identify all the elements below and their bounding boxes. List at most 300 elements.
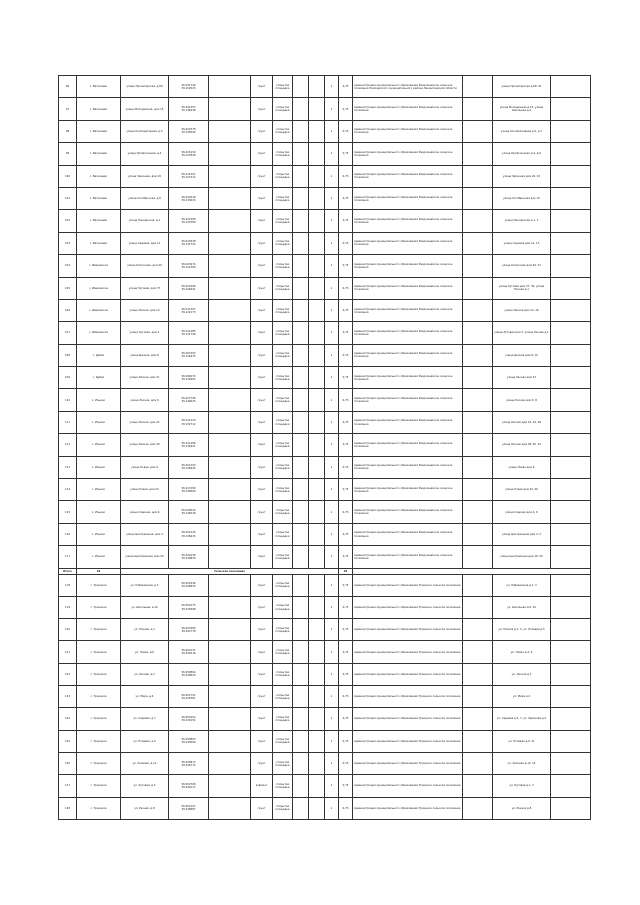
cell-empty xyxy=(463,708,493,730)
cell-containers: 1 xyxy=(325,299,339,321)
cell-address: ул. Мира, д.4 xyxy=(121,686,169,708)
cell-coordinates: 56.011229 39.132712 xyxy=(169,411,209,433)
table-body-section-a xyxy=(59,76,591,569)
table-row xyxy=(59,501,591,523)
cell-empty xyxy=(551,165,591,187)
cell-base: открытая площадка xyxy=(273,546,293,568)
cell-coordinates: 56.023474 39.121390 xyxy=(169,255,209,277)
cell-containers: 1 xyxy=(325,641,339,663)
cell-empty xyxy=(463,165,493,187)
cell-coordinates: 56.053480 39.241778 xyxy=(169,619,209,641)
cell-volume: 0,75 xyxy=(339,546,353,568)
cell-owner: Администрация муниципального образования Троицкое сельское поселение xyxy=(353,641,463,663)
cell-number: 125 xyxy=(59,730,77,752)
cell-volume: 0,75 xyxy=(339,98,353,120)
cell-settlement: с. Ивановское xyxy=(77,277,121,299)
cell-empty xyxy=(551,797,591,819)
cell-containers: 1 xyxy=(325,596,339,618)
cell-address: ул. Полевая, д.9 xyxy=(121,730,169,752)
cell-owner: Администрация муниципального образования Раздольевское сельское поселение xyxy=(353,389,463,411)
cell-objects: улица Лесная дом 6, 8 xyxy=(493,389,551,411)
cell-number: 111 xyxy=(59,411,77,433)
table-row xyxy=(59,255,591,277)
cell-coordinates: 56.050864 39.238643 xyxy=(169,663,209,685)
cell-objects: ул. Садовая д.5, 7, ул. Заречная д.3 xyxy=(493,708,551,730)
cell-number: 114 xyxy=(59,479,77,501)
cell-owner: Администрация муниципального образования Раздольевское сельское поселение xyxy=(353,523,463,545)
cell-surface: грунт xyxy=(251,299,273,321)
summary-count: 22 xyxy=(77,568,121,574)
cell-containers: 1 xyxy=(325,523,339,545)
cell-surface: грунт xyxy=(251,277,273,299)
cell-settlement: с. Ильино xyxy=(77,501,121,523)
cell-number: 122 xyxy=(59,663,77,685)
cell-empty xyxy=(463,277,493,299)
cell-containers: 1 xyxy=(325,165,339,187)
cell-number: 102 xyxy=(59,210,77,232)
cell-base: открытая площадка xyxy=(273,501,293,523)
cell-coordinates: 56.019338 39.131754 xyxy=(169,232,209,254)
cell-settlement: с. Васильево xyxy=(77,143,121,165)
cell-number: 115 xyxy=(59,501,77,523)
cell-objects: улица Центральная дом 18, 20 xyxy=(493,546,551,568)
cell-coordinates: 56.011408 39.127580 xyxy=(169,210,209,232)
cell-objects: улица Кооперативная д.5, д.7 xyxy=(493,120,551,142)
cell-empty xyxy=(463,210,493,232)
cell-base: открытая площадка xyxy=(273,434,293,456)
cell-empty xyxy=(293,120,309,142)
cell-base: открытая площадка xyxy=(273,596,293,618)
cell-address: улица Пионерская, д.1 xyxy=(121,210,169,232)
cell-volume: 0,75 xyxy=(339,523,353,545)
cell-objects: улица Пролетарская д.89, 91 xyxy=(493,76,551,98)
cell-empty xyxy=(463,255,493,277)
cell-empty xyxy=(463,232,493,254)
cell-empty xyxy=(309,752,325,774)
cell-base: открытая площадка xyxy=(273,663,293,685)
cell-empty xyxy=(293,76,309,98)
cell-number: 124 xyxy=(59,708,77,730)
cell-address: улица Кооперативная, д.5 xyxy=(121,120,169,142)
cell-empty xyxy=(551,546,591,568)
cell-volume: 0,75 xyxy=(339,344,353,366)
cell-volume: 0,75 xyxy=(339,641,353,663)
cell-surface: грунт xyxy=(251,389,273,411)
cell-empty xyxy=(551,277,591,299)
cell-empty xyxy=(309,76,325,98)
cell-base: открытая площадка xyxy=(273,299,293,321)
cell-number: 106 xyxy=(59,299,77,321)
cell-surface: грунт xyxy=(251,322,273,344)
cell-objects: ул. Новая д.4, 6 xyxy=(493,641,551,663)
cell-empty xyxy=(309,322,325,344)
cell-volume: 0,75 xyxy=(339,165,353,187)
cell-empty xyxy=(293,389,309,411)
summary-label: Итого xyxy=(59,568,77,574)
cell-volume: 0,75 xyxy=(339,76,353,98)
table-row xyxy=(59,434,591,456)
cell-coordinates: 56.051946 39.228935 xyxy=(169,574,209,596)
cell-address: ул. Школьная, д.10 xyxy=(121,596,169,618)
cell-volume: 0,75 xyxy=(339,120,353,142)
cell-base: открытая площадка xyxy=(273,232,293,254)
cell-volume: 0,75 xyxy=(339,775,353,797)
cell-empty xyxy=(463,76,493,98)
cell-empty xyxy=(293,344,309,366)
cell-surface: грунт xyxy=(251,456,273,478)
table-row xyxy=(59,797,591,819)
cell-empty xyxy=(209,501,251,523)
cell-coordinates: 56.021493 39.136945 xyxy=(169,456,209,478)
cell-surface: грунт xyxy=(251,501,273,523)
cell-address: улица Садовая, дом 11 xyxy=(121,232,169,254)
table-row xyxy=(59,277,591,299)
cell-empty xyxy=(309,344,325,366)
cell-empty xyxy=(309,277,325,299)
cell-volume: 0,75 xyxy=(339,686,353,708)
cell-containers: 1 xyxy=(325,708,339,730)
cell-settlement: с. Троицкое xyxy=(77,641,121,663)
table-row xyxy=(59,98,591,120)
cell-surface: грунт xyxy=(251,98,273,120)
cell-address: улица Центральная, дом 20 xyxy=(121,546,169,568)
cell-empty xyxy=(463,434,493,456)
cell-address: улица Заречная, дом 20 xyxy=(121,165,169,187)
cell-settlement: с. Васильево xyxy=(77,210,121,232)
cell-settlement: с. Васильево xyxy=(77,232,121,254)
cell-objects: ул. Школьная д.8, 10 xyxy=(493,596,551,618)
cell-empty xyxy=(293,546,309,568)
cell-empty xyxy=(309,143,325,165)
cell-containers: 1 xyxy=(325,686,339,708)
cell-number: 104 xyxy=(59,255,77,277)
cell-settlement: с. Троицкое xyxy=(77,686,121,708)
cell-coordinates: 56.027796 39.140025 xyxy=(169,389,209,411)
cell-volume: 0,75 xyxy=(339,255,353,277)
cell-volume: 0,75 xyxy=(339,187,353,209)
cell-coordinates: 56.011307 39.122173 xyxy=(169,299,209,321)
cell-empty xyxy=(309,596,325,618)
table-row xyxy=(59,322,591,344)
cell-containers: 1 xyxy=(325,752,339,774)
cell-surface: грунт xyxy=(251,523,273,545)
cell-empty xyxy=(551,686,591,708)
cell-empty xyxy=(293,98,309,120)
cell-empty xyxy=(551,619,591,641)
cell-empty xyxy=(309,411,325,433)
cell-containers: 1 xyxy=(325,479,339,501)
cell-empty xyxy=(209,120,251,142)
cell-number: 120 xyxy=(59,619,77,641)
cell-owner: Администрация муниципального образования Раздольевское сельское поселение xyxy=(353,143,463,165)
cell-number: 121 xyxy=(59,641,77,663)
cell-settlement: с. Ильино xyxy=(77,479,121,501)
cell-empty xyxy=(309,232,325,254)
cell-address: ул. Набережная, д.3 xyxy=(121,574,169,596)
table-row xyxy=(59,299,591,321)
cell-empty xyxy=(463,501,493,523)
table-row xyxy=(59,686,591,708)
cell-empty xyxy=(209,210,251,232)
cell-empty xyxy=(209,641,251,663)
cell-base: открытая площадка xyxy=(273,344,293,366)
cell-empty xyxy=(463,663,493,685)
cell-settlement: с. Васильево xyxy=(77,76,121,98)
cell-empty xyxy=(293,775,309,797)
cell-empty xyxy=(551,479,591,501)
cell-objects: улица Лесная дом 31 xyxy=(493,367,551,389)
cell-address: улица Лесная, дом 24 xyxy=(121,411,169,433)
cell-owner: Администрация муниципального образования Раздольевское сельское поселение xyxy=(353,255,463,277)
cell-empty xyxy=(209,797,251,819)
cell-empty xyxy=(463,730,493,752)
cell-coordinates: 56.007403 39.136475 xyxy=(169,344,209,366)
cell-containers: 1 xyxy=(325,322,339,344)
table-row xyxy=(59,708,591,730)
cell-empty xyxy=(293,143,309,165)
cell-surface: грунт xyxy=(251,255,273,277)
cell-surface: грунт xyxy=(251,187,273,209)
cell-number: 96 xyxy=(59,76,77,98)
cell-coordinates: 56.017480 39.138560 xyxy=(169,479,209,501)
cell-empty xyxy=(309,546,325,568)
cell-empty xyxy=(309,708,325,730)
table-row xyxy=(59,120,591,142)
cell-empty xyxy=(209,367,251,389)
cell-settlement: с. Ильино xyxy=(77,434,121,456)
cell-empty xyxy=(309,641,325,663)
cell-coordinates: 56.011251 39.127412 xyxy=(169,165,209,187)
cell-number: 116 xyxy=(59,523,77,545)
cell-empty xyxy=(551,708,591,730)
cell-number: 97 xyxy=(59,98,77,120)
cell-volume: 0,75 xyxy=(339,322,353,344)
cell-address: ул. Луговая, д.3 xyxy=(121,775,169,797)
cell-number: 126 xyxy=(59,752,77,774)
cell-containers: 1 xyxy=(325,434,339,456)
cell-empty xyxy=(209,277,251,299)
cell-objects: ул. Мира д.4 xyxy=(493,686,551,708)
cell-surface: грунт xyxy=(251,546,273,568)
cell-empty xyxy=(293,708,309,730)
cell-number: 117 xyxy=(59,546,77,568)
cell-containers: 1 xyxy=(325,546,339,568)
cell-empty xyxy=(551,456,591,478)
cell-base: открытая площадка xyxy=(273,255,293,277)
cell-objects: ул. Набережная д.1, 3 xyxy=(493,574,551,596)
table-row xyxy=(59,232,591,254)
cell-empty xyxy=(293,686,309,708)
cell-empty xyxy=(463,143,493,165)
cell-empty xyxy=(551,730,591,752)
cell-empty xyxy=(209,523,251,545)
cell-volume: 0,75 xyxy=(339,232,353,254)
cell-empty xyxy=(463,775,493,797)
cell-empty xyxy=(463,299,493,321)
cell-empty xyxy=(209,479,251,501)
cell-empty xyxy=(209,456,251,478)
cell-base: открытая площадка xyxy=(273,641,293,663)
cell-address: улица Октябрьская, д.8 xyxy=(121,187,169,209)
cell-empty xyxy=(209,686,251,708)
cell-empty xyxy=(293,255,309,277)
cell-coordinates: 56.021638 39.139830 xyxy=(169,546,209,568)
cell-empty xyxy=(551,210,591,232)
table-row xyxy=(59,187,591,209)
cell-empty xyxy=(209,730,251,752)
cell-settlement: с. Васильево xyxy=(77,120,121,142)
cell-owner: Администрация муниципального образования Раздольевское сельское поселение xyxy=(353,232,463,254)
cell-empty xyxy=(463,686,493,708)
cell-settlement: с. Троицкое xyxy=(77,708,121,730)
cell-empty xyxy=(309,98,325,120)
cell-base: открытая площадка xyxy=(273,210,293,232)
cell-containers: 1 xyxy=(325,411,339,433)
cell-volume: 0,75 xyxy=(339,574,353,596)
cell-surface: грунт xyxy=(251,641,273,663)
cell-surface: грунт xyxy=(251,619,273,641)
cell-surface: грунт xyxy=(251,367,273,389)
cell-empty xyxy=(551,367,591,389)
cell-volume: 0,75 xyxy=(339,797,353,819)
cell-number: 107 xyxy=(59,322,77,344)
cell-surface: грунт xyxy=(251,797,273,819)
cell-owner: Администрация муниципального образования Раздольевское сельское поселение xyxy=(353,367,463,389)
cell-empty xyxy=(209,775,251,797)
cell-settlement: с. Ивановское xyxy=(77,322,121,344)
cell-settlement: с. Васильево xyxy=(77,165,121,187)
cell-empty xyxy=(309,574,325,596)
cell-volume: 0,75 xyxy=(339,501,353,523)
cell-objects: улица Новая дом 24, 26 xyxy=(493,479,551,501)
cell-address: улица Луговая, дом 37 xyxy=(121,277,169,299)
cell-owner: Администрация муниципального образования Раздольевское сельское поселение xyxy=(353,456,463,478)
cell-surface: грунт xyxy=(251,120,273,142)
cell-objects: улица Лесная дом 14, 16 xyxy=(493,299,551,321)
cell-coordinates: 56.052231 39.240216 xyxy=(169,641,209,663)
cell-empty xyxy=(551,574,591,596)
cell-empty xyxy=(551,143,591,165)
cell-address: улица Новая, дом 24 xyxy=(121,479,169,501)
cell-address: улица Озерная, дом 6 xyxy=(121,501,169,523)
cell-objects: ул. Южная д.1, 3, ул. Полевая д.5 xyxy=(493,619,551,641)
cell-containers: 1 xyxy=(325,730,339,752)
cell-empty xyxy=(293,501,309,523)
cell-empty xyxy=(463,322,493,344)
cell-coordinates: 56.031353 39.136248 xyxy=(169,98,209,120)
cell-empty xyxy=(293,641,309,663)
cell-settlement: с. Дубки xyxy=(77,367,121,389)
cell-empty xyxy=(209,98,251,120)
cell-owner: Администрация муниципального образования Троицкое сельское поселение xyxy=(353,775,463,797)
cell-owner: Администрация муниципального образования Раздольевское сельское поселение xyxy=(353,546,463,568)
cell-empty xyxy=(209,255,251,277)
cell-owner: Администрация муниципального образования Раздольевское сельское поселение xyxy=(353,501,463,523)
cell-empty xyxy=(293,277,309,299)
cell-owner: Администрация муниципального образования Троицкое сельское поселение xyxy=(353,619,463,641)
cell-surface: грунт xyxy=(251,76,273,98)
cell-volume: 0,75 xyxy=(339,411,353,433)
cell-objects: улица Луговая дом 37, 39, улица Лесная д.1 xyxy=(493,277,551,299)
cell-number: 101 xyxy=(59,187,77,209)
cell-owner: Администрация муниципального образования Троицкое сельское поселение xyxy=(353,574,463,596)
cell-base: открытая площадка xyxy=(273,165,293,187)
cell-base: открытая площадка xyxy=(273,479,293,501)
cell-volume: 0,75 xyxy=(339,479,353,501)
cell-number: 128 xyxy=(59,797,77,819)
cell-base: открытая площадка xyxy=(273,619,293,641)
cell-surface: грунт xyxy=(251,165,273,187)
cell-base: открытая площадка xyxy=(273,120,293,142)
table-row xyxy=(59,389,591,411)
cell-owner: Администрация муниципального образования Троицкое сельское поселение xyxy=(353,797,463,819)
cell-number: 103 xyxy=(59,232,77,254)
cell-surface: грунт xyxy=(251,232,273,254)
cell-number: 112 xyxy=(59,434,77,456)
table-row xyxy=(59,210,591,232)
cell-settlement: с. Ильино xyxy=(77,523,121,545)
table-row xyxy=(59,367,591,389)
cell-settlement: с. Дубки xyxy=(77,344,121,366)
cell-containers: 1 xyxy=(325,797,339,819)
cell-empty xyxy=(309,523,325,545)
cell-containers: 1 xyxy=(325,120,339,142)
cell-base: открытая площадка xyxy=(273,322,293,344)
cell-empty xyxy=(551,187,591,209)
cell-containers: 1 xyxy=(325,367,339,389)
cell-empty xyxy=(309,479,325,501)
cell-number: 100 xyxy=(59,165,77,187)
cell-base: открытая площадка xyxy=(273,389,293,411)
cell-number: 105 xyxy=(59,277,77,299)
table-row xyxy=(59,730,591,752)
table-row xyxy=(59,143,591,165)
cell-empty xyxy=(293,752,309,774)
cell-address: улица Колхозная, дом 29 xyxy=(121,255,169,277)
cell-settlement: с. Троицкое xyxy=(77,752,121,774)
cell-owner: Администрация муниципального образования Раздольевское сельское поселение xyxy=(353,210,463,232)
cell-empty xyxy=(551,411,591,433)
cell-empty xyxy=(309,299,325,321)
cell-empty xyxy=(209,232,251,254)
cell-number: 123 xyxy=(59,686,77,708)
cell-objects: улица Луговая дом 2, улица Лесная д.1 xyxy=(493,322,551,344)
cell-volume: 0,75 xyxy=(339,708,353,730)
table-row xyxy=(59,165,591,187)
cell-empty xyxy=(209,619,251,641)
cell-empty xyxy=(551,523,591,545)
cell-empty xyxy=(309,187,325,209)
cell-base: открытая площадка xyxy=(273,143,293,165)
cell-objects: улица Молодежная д.15, улица Школьная д.4 xyxy=(493,98,551,120)
table-row xyxy=(59,663,591,685)
cell-surface: грунт xyxy=(251,411,273,433)
cell-empty xyxy=(463,619,493,641)
cell-coordinates: 56.050813 39.236772 xyxy=(169,752,209,774)
cell-address: улица Центральная, дом 4 xyxy=(121,523,169,545)
cell-settlement: с. Троицкое xyxy=(77,619,121,641)
cell-base: открытая площадка xyxy=(273,523,293,545)
cell-empty xyxy=(309,501,325,523)
cell-surface: грунт xyxy=(251,596,273,618)
cell-empty xyxy=(463,752,493,774)
cell-objects: улица Заречная дом 20, 22 xyxy=(493,165,551,187)
cell-empty xyxy=(551,76,591,98)
cell-address: улица Луговая, дом 2 xyxy=(121,322,169,344)
cell-empty xyxy=(293,479,309,501)
cell-base: открытая площадка xyxy=(273,708,293,730)
cell-empty xyxy=(209,322,251,344)
